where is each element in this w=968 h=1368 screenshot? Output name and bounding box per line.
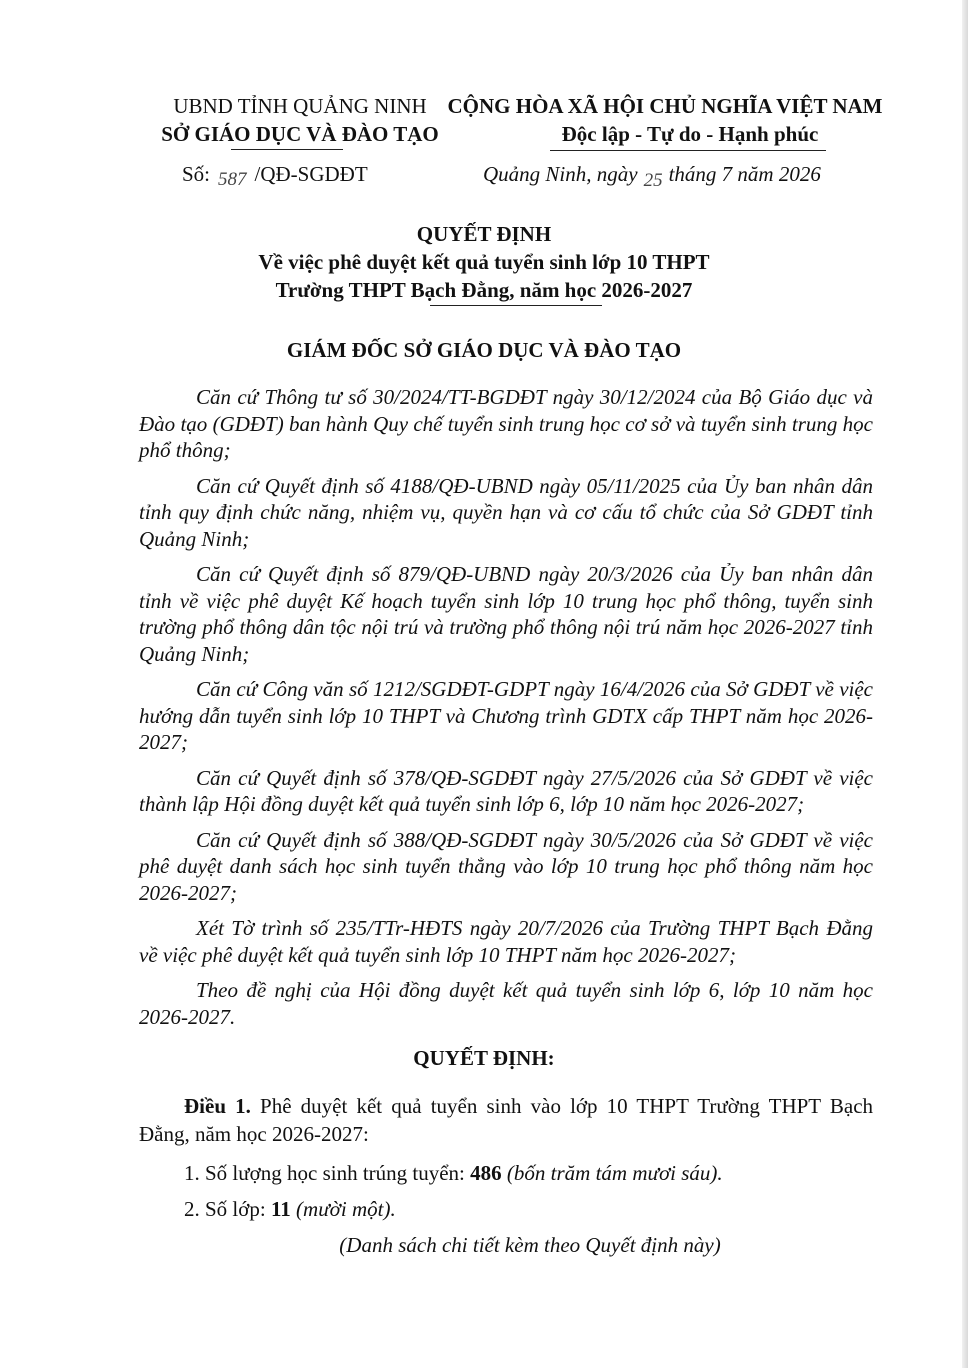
title-underline	[430, 305, 602, 306]
number-value: 587	[218, 169, 247, 190]
decide-heading: QUYẾT ĐỊNH:	[413, 1046, 555, 1070]
document-date	[483, 162, 821, 191]
motto-underline	[550, 150, 826, 151]
agency-underline	[231, 149, 343, 150]
basis-paragraph: Xét Tờ trình số 235/TTr-HĐTS ngày 20/7/2026 của Trường THPT Bạch Đằng về việc phê duyệt kết quả tuyển sinh lớp 10 THPT năm học 2026-2027;	[139, 916, 873, 967]
legal-bases	[139, 384, 873, 1039]
agency-parent: UBND TỈNH QUẢNG NINH	[173, 94, 427, 118]
item-label: 1. Số lượng học sinh trúng tuyển:	[184, 1161, 465, 1185]
document-number	[182, 162, 368, 190]
title-line-2: Về việc phê duyệt kết quả tuyển sinh lớp 10 THPT	[258, 250, 710, 274]
basis-paragraph: Căn cứ Quyết định số 378/QĐ-SGDĐT ngày 27/5/2026 của Sở GDĐT về việc thành lập Hội đồng duyệt kết quả tuyển sinh lớp 6, lớp 10 năm học 2026-2027;	[139, 765, 873, 816]
nation-motto: Độc lập - Tự do - Hạnh phúc	[561, 122, 819, 146]
attachment-note: (Danh sách chi tiết kèm theo Quyết định này)	[339, 1233, 721, 1257]
item-label: 2. Số lớp:	[184, 1197, 266, 1221]
title-line-1: QUYẾT ĐỊNH	[416, 222, 552, 246]
number-prefix: Số:	[182, 162, 211, 186]
item-value: 486	[470, 1161, 502, 1185]
date-prefix: Quảng Ninh, ngày	[483, 162, 638, 186]
basis-paragraph: Theo đề nghị của Hội đồng duyệt kết quả tuyển sinh lớp 6, lớp 10 năm học 2026-2027.	[139, 978, 873, 1029]
decision-title	[0, 220, 968, 304]
basis-paragraph: Căn cứ Quyết định số 388/QĐ-SGDĐT ngày 30/5/2026 của Sở GDĐT về việc phê duyệt danh sách học sinh tuyển thẳng vào lớp 10 trung học phổ thông năm học 2026-2027;	[139, 827, 873, 905]
date-suffix: tháng 7 năm 2026	[668, 162, 821, 186]
article-1-label: Điều 1.	[184, 1094, 251, 1118]
nation-name: CỘNG HÒA XÃ HỘI CHỦ NGHĨA VIỆT NAM	[447, 94, 883, 118]
basis-paragraph: Căn cứ Công văn số 1212/SGDĐT-GDPT ngày 16/4/2026 của Sở GDĐT về việc hướng dẫn tuyển sinh lớp 10 THPT và Chương trình GDTX cấp THPT năm học 2026-2027;	[139, 677, 873, 754]
number-suffix: /QĐ-SGDĐT	[254, 162, 368, 186]
item-words: (bốn trăm tám mươi sáu).	[506, 1161, 723, 1185]
basis-paragraph: Căn cứ Quyết định số 879/QĐ-UBND ngày 20/3/2026 của Ủy ban nhân dân tỉnh về việc phê duyệt Kế hoạch tuyển sinh lớp 10 trung học phổ thông, tuyển sinh trường phổ thông dân tộc nội trú và trường phổ thông nội trú năm học 2026-2027 tỉnh Quảng Ninh;	[139, 562, 873, 666]
page-edge-shadow	[962, 0, 968, 1368]
article-1-text: Phê duyệt kết quả tuyển sinh vào lớp 10 THPT Trường THPT Bạch Đằng, năm học 2026-2027:	[139, 1094, 874, 1146]
document-header	[0, 92, 968, 192]
agency-name: SỞ GIÁO DỤC VÀ ĐÀO TẠO	[161, 122, 439, 146]
basis-paragraph: Căn cứ Thông tư số 30/2024/TT-BGDĐT ngày 30/12/2024 của Bộ Giáo dục và Đào tạo (GDĐT) ban hành Quy chế tuyển sinh trung học cơ sở và tuyển sinh trung học phổ thông;	[139, 385, 873, 462]
list-item	[184, 1161, 723, 1186]
date-day: 25	[643, 170, 663, 191]
title-line-3: Trường THPT Bạch Đằng, năm học 2026-2027	[275, 278, 693, 302]
list-item	[184, 1197, 396, 1222]
item-value: 11	[270, 1197, 291, 1221]
basis-paragraph: Căn cứ Quyết định số 4188/QĐ-UBND ngày 05/11/2025 của Ủy ban nhân dân tỉnh quy định chức năng, nhiệm vụ, quyền hạn và cơ cấu tổ chức của Sở GDĐT tỉnh Quảng Ninh;	[139, 473, 873, 551]
article-1	[139, 1092, 873, 1148]
item-words: (mười một).	[296, 1197, 396, 1221]
authority-heading: GIÁM ĐỐC SỞ GIÁO DỤC VÀ ĐÀO TẠO	[286, 338, 682, 362]
